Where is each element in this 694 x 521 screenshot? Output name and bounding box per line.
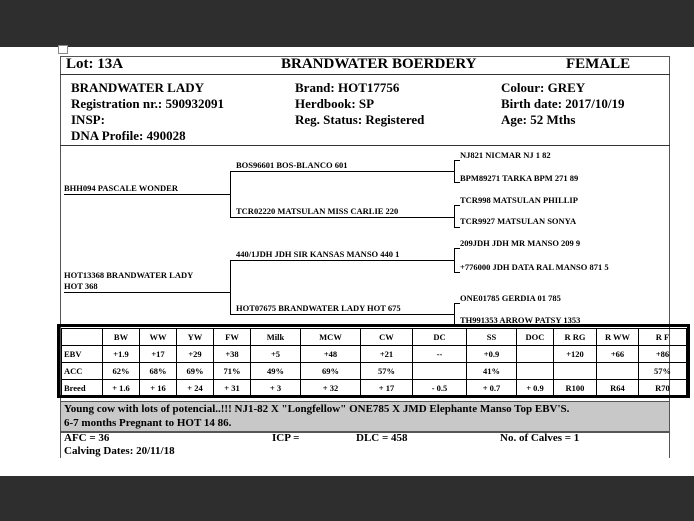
pedigree-line	[454, 303, 460, 304]
ebv-cell: + 17	[361, 380, 413, 397]
lot-number: Lot: 13A	[66, 56, 124, 72]
pedigree-line	[454, 248, 455, 272]
pedigree-sire: BHH094 PASCALE WONDER	[64, 183, 178, 193]
pedigree-dds: ONE01785 GERDIA 01 785	[460, 293, 561, 303]
ebv-cell: +66	[597, 346, 639, 363]
bottom-dark-band	[0, 476, 694, 521]
ebv-row	[62, 346, 687, 363]
pedigree-line	[454, 160, 460, 161]
pedigree-sire-dam: TCR02220 MATSULAN MISS CARLIE 220	[236, 206, 399, 216]
ebv-column-header: WW	[140, 329, 177, 346]
pedigree-dam-dam: HOT07675 BRANDWATER LADY HOT 675	[236, 303, 401, 313]
birth-date: Birth date: 2017/10/19	[501, 96, 625, 111]
ebv-column-header: R RG	[554, 329, 597, 346]
pedigree-line	[230, 171, 454, 172]
ebv-cell: +5	[251, 346, 301, 363]
top-dark-band	[0, 0, 694, 47]
pedigree-line	[64, 194, 230, 195]
ebv-cell	[597, 363, 639, 380]
colour: Colour: GREY	[501, 80, 586, 95]
ebv-cell: 57%	[639, 363, 687, 380]
ebv-column-header: FW	[214, 329, 251, 346]
ebv-header-row	[62, 329, 687, 346]
ebv-cell: 69%	[177, 363, 214, 380]
ebv-column-header: CW	[361, 329, 413, 346]
ebv-cell: 68%	[140, 363, 177, 380]
ebv-cell	[517, 363, 554, 380]
ebv-cell: +120	[554, 346, 597, 363]
pedigree-ssd: BPM89271 TARKA BPM 271 89	[460, 173, 579, 183]
pedigree-line	[230, 260, 231, 314]
comment-line-1: Young cow with lots of potencial..!!! NJ1-82 X "Longfellow" ONE785 X JMD Elephante Manso Top EBV'S.	[64, 403, 570, 415]
ebv-column-header: DC	[413, 329, 467, 346]
pedigree-line	[230, 314, 454, 315]
registration-status: Reg. Status: Registered	[295, 112, 425, 127]
ebv-cell: 41%	[467, 363, 517, 380]
ebv-column-header: MCW	[301, 329, 361, 346]
corner-marker	[58, 45, 68, 54]
ebv-cell: +21	[361, 346, 413, 363]
registration-number: Registration nr.: 590932091	[71, 96, 224, 111]
ebv-row-label: ACC	[62, 363, 103, 380]
ebv-column-header: BW	[103, 329, 140, 346]
pedigree-dam-sire: 440/1JDH JDH SIR KANSAS MANSO 440 1	[236, 249, 400, 259]
ebv-cell: + 16	[140, 380, 177, 397]
dna-profile: DNA Profile: 490028	[71, 128, 186, 143]
ebv-cell	[554, 363, 597, 380]
age: Age: 52 Mths	[501, 112, 576, 127]
ebv-column-header: YW	[177, 329, 214, 346]
ebv-row-label: Breed	[62, 380, 103, 397]
ebv-cell: 69%	[301, 363, 361, 380]
ebv-row	[62, 380, 687, 397]
ebv-cell: + 1.6	[103, 380, 140, 397]
ebv-cell: 62%	[103, 363, 140, 380]
ebv-cell: +1.9	[103, 346, 140, 363]
pedigree-line	[230, 171, 231, 217]
number-of-calves: No. of Calves = 1	[500, 432, 580, 444]
info-divider	[60, 145, 670, 146]
insp-label: INSP:	[71, 112, 105, 127]
pedigree-line	[454, 205, 455, 227]
pedigree-line	[454, 227, 460, 228]
ebv-cell: 49%	[251, 363, 301, 380]
ebv-cell: +38	[214, 346, 251, 363]
ebv-cell: + 3	[251, 380, 301, 397]
farm-name: BRANDWATER BOERDERY	[281, 56, 477, 72]
animal-sex: FEMALE	[566, 56, 631, 72]
pedigree-line	[454, 182, 460, 183]
pedigree-dss: 209JDH JDH MR MANSO 209 9	[460, 238, 581, 248]
icp-value: ICP =	[272, 432, 300, 444]
pedigree-sire-sire: BOS96601 BOS-BLANCO 601	[236, 160, 348, 170]
ebv-cell	[517, 346, 554, 363]
ebv-column-header: DOC	[517, 329, 554, 346]
ebv-column-header: R WW	[597, 329, 639, 346]
pedigree-line	[230, 260, 454, 261]
pedigree-line	[454, 160, 455, 182]
ebv-cell: --	[413, 346, 467, 363]
ebv-cell: + 0.7	[467, 380, 517, 397]
ebv-cell: - 0.5	[413, 380, 467, 397]
pedigree-line	[230, 217, 454, 218]
ebv-cell: 71%	[214, 363, 251, 380]
ebv-table	[61, 328, 687, 397]
ebv-cell: + 31	[214, 380, 251, 397]
pedigree-line	[454, 205, 460, 206]
ebv-cell: 57%	[361, 363, 413, 380]
ebv-cell: + 24	[177, 380, 214, 397]
ebv-column-header: R F	[639, 329, 687, 346]
pedigree-sds: TCR998 MATSULAN PHILLIP	[460, 195, 578, 205]
animal-name: BRANDWATER LADY	[71, 80, 205, 95]
ebv-column-header: Milk	[251, 329, 301, 346]
ebv-cell: +48	[301, 346, 361, 363]
ebv-cell: R70	[639, 380, 687, 397]
pedigree-line	[454, 303, 455, 325]
ebv-cell: +86	[639, 346, 687, 363]
ebv-cell: + 0.9	[517, 380, 554, 397]
ebv-cell: R64	[597, 380, 639, 397]
ebv-cell: R100	[554, 380, 597, 397]
calving-dates: Calving Dates: 20/11/18	[64, 445, 175, 457]
ebv-column-header	[62, 329, 103, 346]
pedigree-line	[454, 272, 460, 273]
pedigree-dam: HOT13368 BRANDWATER LADY	[64, 270, 194, 280]
ebv-cell: +0.9	[467, 346, 517, 363]
pedigree-line	[64, 292, 230, 293]
ebv-cell: +29	[177, 346, 214, 363]
pedigree-sss: NJ821 NICMAR NJ 1 82	[460, 150, 551, 160]
dlc-value: DLC = 458	[356, 432, 408, 444]
ebv-cell	[413, 363, 467, 380]
ebv-row-label: EBV	[62, 346, 103, 363]
afc-value: AFC = 36	[64, 432, 110, 444]
pedigree-dam-brand: HOT 368	[64, 281, 98, 291]
pedigree-dsd: +776000 JDH DATA RAL MANSO 871 5	[460, 262, 609, 272]
pedigree-line	[454, 248, 460, 249]
ebv-cell: +17	[140, 346, 177, 363]
ebv-column-header: SS	[467, 329, 517, 346]
pedigree-sdd: TCR9927 MATSULAN SONYA	[460, 216, 577, 226]
brand: Brand: HOT17756	[295, 80, 400, 95]
header-divider	[60, 74, 670, 75]
comment-line-2: 6-7 months Pregnant to HOT 14 86.	[64, 417, 232, 429]
ebv-row	[62, 363, 687, 380]
herdbook: Herdbook: SP	[295, 96, 375, 111]
pedigree-ddd: TH991353 ARROW PATSY 1353	[460, 315, 581, 325]
ebv-cell: + 32	[301, 380, 361, 397]
